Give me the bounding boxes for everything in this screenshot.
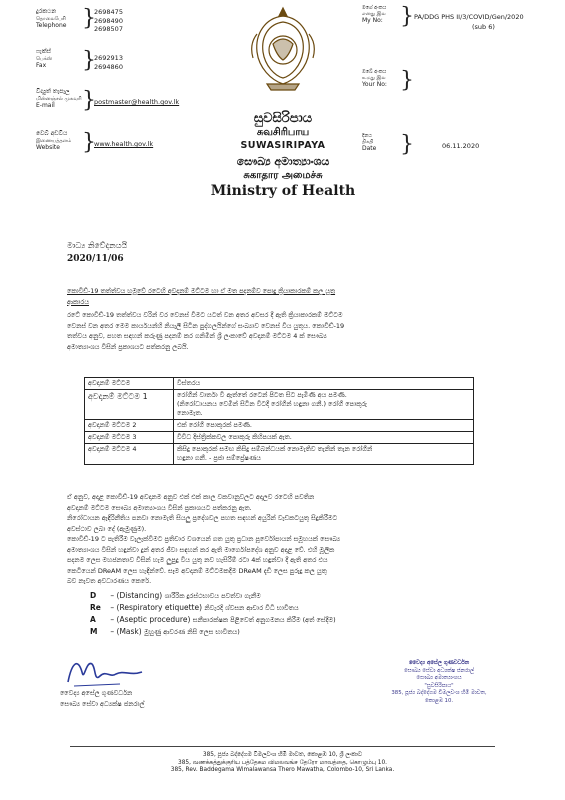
dremam-list bbox=[90, 590, 490, 638]
email-brace: } bbox=[82, 88, 96, 113]
email-label: විද්‍යුත් තැපෑල மின்னஞ்சல் முகவரி E-mail bbox=[36, 88, 82, 109]
my-no-sub: (sub 6) bbox=[472, 23, 495, 31]
table-row: අවදානම් මට්ටම 1 රෝගීන් වාර්තා වී ඇත්තේ රටෙන් පිටත සිට පැමිණි අය පමණි. (නිරෝධායනය වෙමින් සිටින විටදී රෝගීන් හඳුනා ගනී.) රෝගී පොකුරු නොමැත. bbox=[85, 390, 474, 420]
fax-brace: } bbox=[82, 48, 96, 73]
your-no-brace: } bbox=[400, 68, 414, 93]
release-date: 2020/11/06 bbox=[67, 254, 124, 264]
release-title: මාධ්‍ය නිවේදනයයි bbox=[67, 241, 128, 250]
ministry-name-en: Ministry of Health bbox=[210, 183, 356, 199]
org-names bbox=[190, 112, 376, 200]
table-row: අවදානම් මට්ටම 4 කිසිදු පොකුරක් සමඟ කිසිදු සම්බන්ධයක් නොමැතිව තැනින් තැන රෝගීන් හඳුනා ගනී. - ප්‍රජා සම්ප්‍රේෂණය bbox=[85, 444, 474, 465]
my-no-brace: } bbox=[400, 4, 414, 29]
table-header-row bbox=[85, 378, 474, 390]
emblem-icon bbox=[243, 4, 323, 94]
signatory bbox=[60, 688, 145, 709]
footer-line-en: 385, Rev. Baddegama Wimalawansa Thero Mawatha, Colombo-10, Sri Lanka. bbox=[170, 767, 395, 773]
ministry-name-ta: சுகாதார அமைச்சு bbox=[243, 170, 323, 181]
footer-address bbox=[70, 752, 495, 775]
date-brace: } bbox=[400, 132, 414, 157]
contact-block bbox=[36, 6, 180, 164]
your-no-label: ඔබේ අංකය உமது இல Your No: bbox=[362, 69, 387, 89]
website-brace: } bbox=[82, 130, 96, 155]
signatory-title: සෞඛ්‍ය සේවා අධ්‍යක්ෂ ජනරාල් bbox=[60, 699, 145, 708]
org-name-en: SUWASIRIPAYA bbox=[240, 140, 326, 151]
table-row: අවදානම් මට්ටම 2 එක් රෝගී පොකුරක් පමණි. bbox=[85, 420, 474, 432]
telephone-brace: } bbox=[82, 6, 96, 31]
org-name-ta: சுவசிரிபாய bbox=[256, 127, 310, 138]
website-link[interactable]: www.health.gov.lk bbox=[94, 140, 154, 148]
date-label: දිනය திகதி Date bbox=[362, 133, 377, 153]
footer-line-si: 385, පූජ්‍ය බද්දේගම විමලවංශ හිමි මාවත, කොළඹ 10, ශ්‍රී ලංකාව bbox=[202, 752, 363, 758]
list-item: Re – (Respiratory etiquette) නිවැරදි ශ්වසන ආචාර විධි භාවිතය bbox=[90, 603, 299, 612]
list-item: A – (Aseptic procedure) සනීපාරක්ෂක පිළිවෙත් අනුගමනය කිරීම (අත් සේදීම) bbox=[90, 615, 336, 624]
table-header-description: විස්තරය bbox=[174, 378, 474, 390]
intro-paragraph: රටේ කොවිඩ්-19 තත්ත්වය වරින් වර වෙනස් වීමට යටත් වන අතර අවසර දී ඇති ක්‍රියාකාරකම් මට්ටම වෙනස් වන අතර මෙම කාර්යයන්හි නියැලී සිටින පුද්ගලයින්ගේ සංඛ්‍යාව වෙනස් විය යුතුය. කොවිඩ්-19 තත්වය අනුව, පහත සඳහන් කරුණු පදනම් කර ගනිමින් ශ්‍රී ලංකාවේ අවදානම් මට්ටම 4 ක් සෞඛ්‍ය අමාත්‍යාංශය විසින් ප්‍රකාශයට පත්කරනු ලබයි. bbox=[67, 311, 345, 351]
table-row: අවදානම් මට්ටම 3 විවිධ දිස්ත්‍රික්කවල පොකුරු කිහිපයක් ඇත. bbox=[85, 432, 474, 444]
signatory-name: වෛද්‍ය අසේල ගුණවර්ධන bbox=[60, 689, 133, 697]
footer-divider bbox=[70, 746, 495, 747]
my-no-value: PA/DDG PHS II/3/COVID/Gen/2020 bbox=[414, 13, 524, 21]
risk-level-table bbox=[84, 377, 474, 465]
org-name-si: සුවසිරිපාය bbox=[253, 111, 313, 126]
telephone-label: දුරකථන தொலைபேசி Telephone bbox=[36, 8, 67, 29]
official-stamp: වෛද්‍ය අසේල ගුණවර්ධන සෞඛ්‍ය සේවා අධ්‍යක්ෂ ජනරාල් සෞඛ්‍ය අමාත්‍යාංශය "සුවසිරිපාය" 385, පූජ්‍ය බද්දේගම විමලවංශ හිමි මාවත, කොළඹ 10. bbox=[391, 660, 487, 704]
paragraph-3: කොවිඩ්-19 ට පැතිරීම වැලැක්වීමට ප්‍රතිචාර වශයෙන් ගත යුතු ප්‍රධාන පූර්වෝපායන් සමූහයක් සෞඛ්‍ය අමාත්‍යාංශය විසින් හඳුන්වා දුන් අතර ජීවා සඳහන් කර ඇති මාර්ගෝපදේශ අනුව අදාළ වේ. එහි මූලික පදනම ලෙස මහජනතාව විසින් හැම ලුපුදු විය යුතු නව හැසිරීම් රටා 4ක් හඳුන්වා දී ඇති අතර එය කෙටියෙන් DReAM ලෙස හැඳින්වේ. සෑම අවදානම් මට්ටමකදීම DReAM දැඩි ලෙස පුරුදු කල යුතු බව නැවත අවධාරණය කෙරේ. bbox=[67, 535, 341, 585]
fax-values: 2692913 2694860 bbox=[94, 54, 123, 71]
telephone-values: 2698475 2698490 2698507 bbox=[94, 8, 123, 33]
reference-block bbox=[362, 6, 562, 166]
paragraph-2: ඒ අනුව, අදාළ කොවිඩ්-19 අවදානම අනුව එක් එක් කාල වකවානුවලට අදාලව රටෙහි පවතින අවදානම් මට්ටම සෞඛ්‍ය අමාත්‍යාංශය විසින් ප්‍රකාශයට පත්කරනු ඇත. නිරෝධායන ඇඳිරිනීතිය පනවා නොමැති සියලු ප්‍රදේශවල පහත සඳහන් අයුරින් වැඩකටයුතු සිදුකිරීමට අවස්ථාව ලබා දේ (ඇමුණුම). bbox=[67, 493, 338, 533]
subject: කොවිඩ්-19 තත්ත්වය හමුවේ රටෙහි අවදානම් මට්ටම හා ඒ මත පදනම්ව පොදු ක්‍රියාකාරකම් කල යුතු ආකාරය bbox=[67, 287, 336, 306]
date-value: 06.11.2020 bbox=[442, 142, 480, 150]
list-item: M – (Mask) මුහුණු ආවරණ නිසි ලෙස භාවිතය) bbox=[90, 627, 240, 636]
footer-line-ta: 385, வணக்கத்துக்குரிய பத்தேகம விமலவங்ச தேரோ மாவத்தை, கொழும்பு 10. bbox=[178, 759, 387, 766]
email-link[interactable]: postmaster@health.gov.lk bbox=[94, 98, 180, 106]
signature-icon bbox=[60, 652, 150, 692]
website-label: වෙබ් අඩවිය இணையத்தளம் Website bbox=[36, 130, 72, 151]
list-item: D – (Distancing) ශාරීරික දුරස්ථභාවය පවත්වා ගැනීම bbox=[90, 591, 261, 600]
ministry-name-si: සෞඛ්‍ය අමාත්‍යාංශය bbox=[236, 155, 330, 168]
table-header-level: අවදානම් මට්ටම bbox=[85, 378, 174, 390]
my-no-label: මගේ අංකය எனது இல My No: bbox=[362, 5, 387, 25]
fax-label: ෆැක්ස් பெக்ஸ் Fax bbox=[36, 48, 53, 69]
